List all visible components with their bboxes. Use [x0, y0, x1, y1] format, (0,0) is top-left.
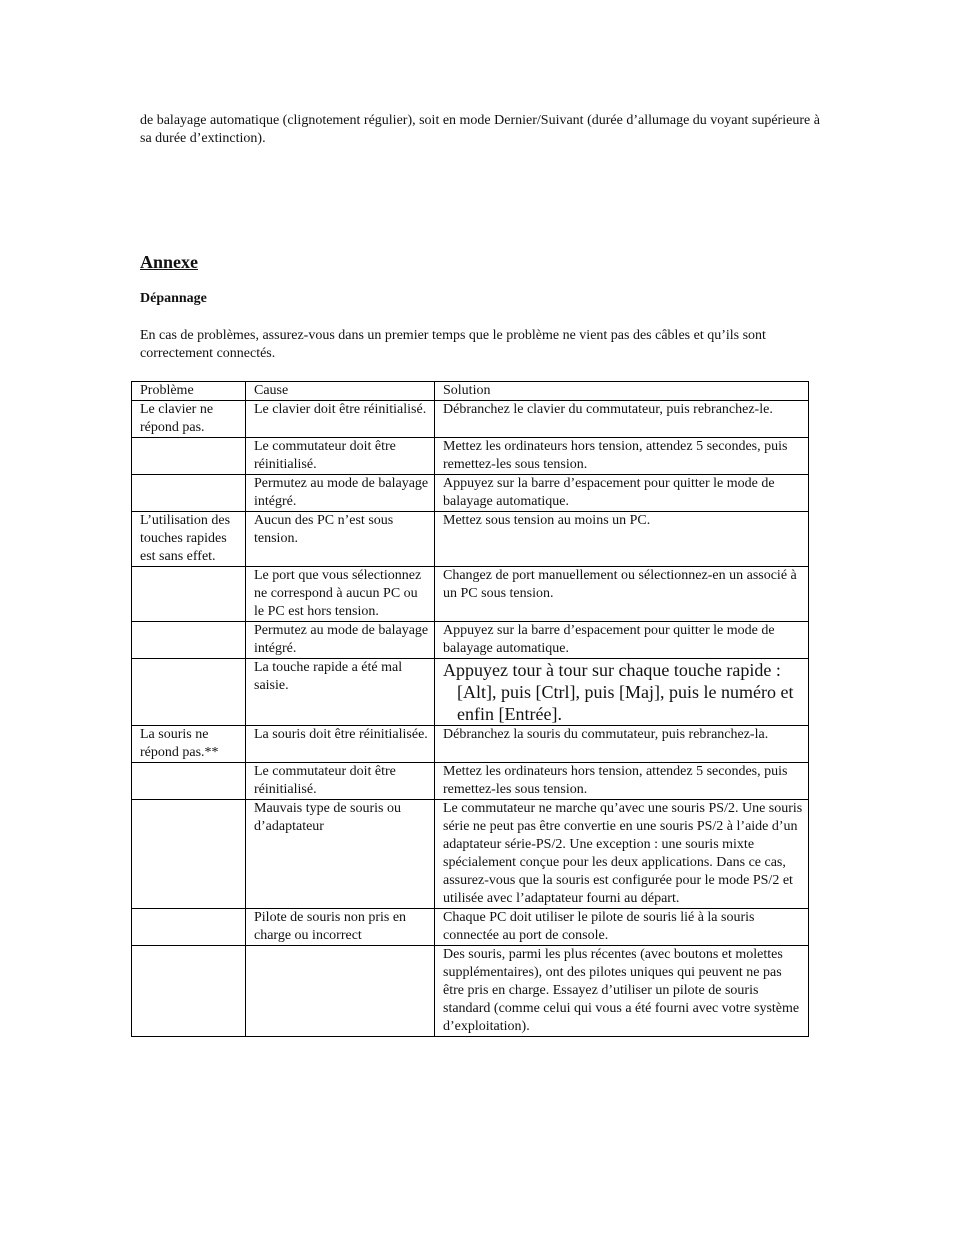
problem-cell: L’utilisation des touches rapides est sans effet. [132, 512, 246, 567]
problem-cell: La souris ne répond pas.** [132, 726, 246, 763]
cause-cell [246, 946, 435, 1037]
table-row [132, 567, 809, 622]
cause-cell: Mauvais type de souris ou d’adaptateur [246, 800, 435, 909]
solution-cell [435, 659, 809, 726]
solution-cell: Mettez sous tension au moins un PC. [435, 512, 809, 567]
problem-cell [132, 909, 246, 946]
intro-paragraph: de balayage automatique (clignotement régulier), soit en mode Dernier/Suivant (durée d’allumage du voyant supérieure à sa durée d’extinction). [140, 113, 820, 146]
solution-cell: Appuyez sur la barre d’espacement pour quitter le mode de balayage automatique. [435, 622, 809, 659]
table-row [132, 800, 809, 909]
problem-cell [132, 659, 246, 726]
solution-cell: Débranchez le clavier du commutateur, puis rebranchez-le. [435, 401, 809, 438]
table-row [132, 401, 809, 438]
problem-cell [132, 800, 246, 909]
table-row [132, 726, 809, 763]
table-row [132, 438, 809, 475]
cause-cell: Pilote de souris non pris en charge ou incorrect [246, 909, 435, 946]
solution-cell: Appuyez sur la barre d’espacement pour quitter le mode de balayage automatique. [435, 475, 809, 512]
table-row [132, 946, 809, 1037]
problem-cell [132, 622, 246, 659]
section-title: Annexe [140, 252, 198, 272]
solution-cell: Changez de port manuellement ou sélectionnez-en un associé à un PC sous tension. [435, 567, 809, 622]
cause-cell: Permutez au mode de balayage intégré. [246, 475, 435, 512]
subsection-title: Dépannage [140, 291, 207, 306]
cause-cell: La souris doit être réinitialisée. [246, 726, 435, 763]
header-problem: Problème [132, 382, 246, 401]
problem-cell [132, 763, 246, 800]
header-cause: Cause [246, 382, 435, 401]
problem-cell [132, 475, 246, 512]
problem-cell: Le clavier ne répond pas. [132, 401, 246, 438]
table-row [132, 475, 809, 512]
cause-cell: La touche rapide a été mal saisie. [246, 659, 435, 726]
solution-cell: Le commutateur ne marche qu’avec une souris PS/2. Une souris série ne peut pas être convertie en une souris PS/2 à l’aide d’un adaptateur série-PS/2. Une exception : une souris mixte spécialement conçue pour les deux applications. Dans ce cas, assurez-vous que la souris est configurée pour le mode PS/2 et utilisée avec l’adaptateur fourni au départ. [435, 800, 809, 909]
solution-cell: Débranchez la souris du commutateur, puis rebranchez-la. [435, 726, 809, 763]
troubleshooting-table [131, 381, 809, 1037]
cause-cell: Le port que vous sélectionnez ne correspond à aucun PC ou le PC est hors tension. [246, 567, 435, 622]
solution-cell: Mettez les ordinateurs hors tension, attendez 5 secondes, puis remettez-les sous tension. [435, 763, 809, 800]
table-row [132, 659, 809, 726]
instructions-paragraph: En cas de problèmes, assurez-vous dans un premier temps que le problème ne vient pas des câbles et qu’ils sont correctement connectés. [140, 328, 766, 361]
table-row [132, 909, 809, 946]
cause-cell: Le commutateur doit être réinitialisé. [246, 763, 435, 800]
cause-cell: Le clavier doit être réinitialisé. [246, 401, 435, 438]
cause-cell: Aucun des PC n’est sous tension. [246, 512, 435, 567]
solution-cell: Chaque PC doit utiliser le pilote de souris lié à la souris connectée au port de console. [435, 909, 809, 946]
header-solution: Solution [435, 382, 809, 401]
table-row [132, 763, 809, 800]
solution-cell: Mettez les ordinateurs hors tension, attendez 5 secondes, puis remettez-les sous tension. [435, 438, 809, 475]
problem-cell [132, 438, 246, 475]
table-row [132, 512, 809, 567]
solution-text-large: Appuyez tour à tour sur chaque touche rapide : [Alt], puis [Ctrl], puis [Maj], puis le numéro et enfin [Entrée]. [443, 660, 794, 724]
problem-cell [132, 946, 246, 1037]
problem-cell [132, 567, 246, 622]
cause-cell: Permutez au mode de balayage intégré. [246, 622, 435, 659]
table-header-row [132, 382, 809, 401]
solution-cell: Des souris, parmi les plus récentes (avec boutons et molettes supplémentaires), ont des pilotes uniques qui peuvent ne pas être pris en charge. Essayez d’utiliser un pilote de souris standard (comme celui qui vous a été fourni avec votre système d’exploitation). [435, 946, 809, 1037]
table-row [132, 622, 809, 659]
cause-cell: Le commutateur doit être réinitialisé. [246, 438, 435, 475]
